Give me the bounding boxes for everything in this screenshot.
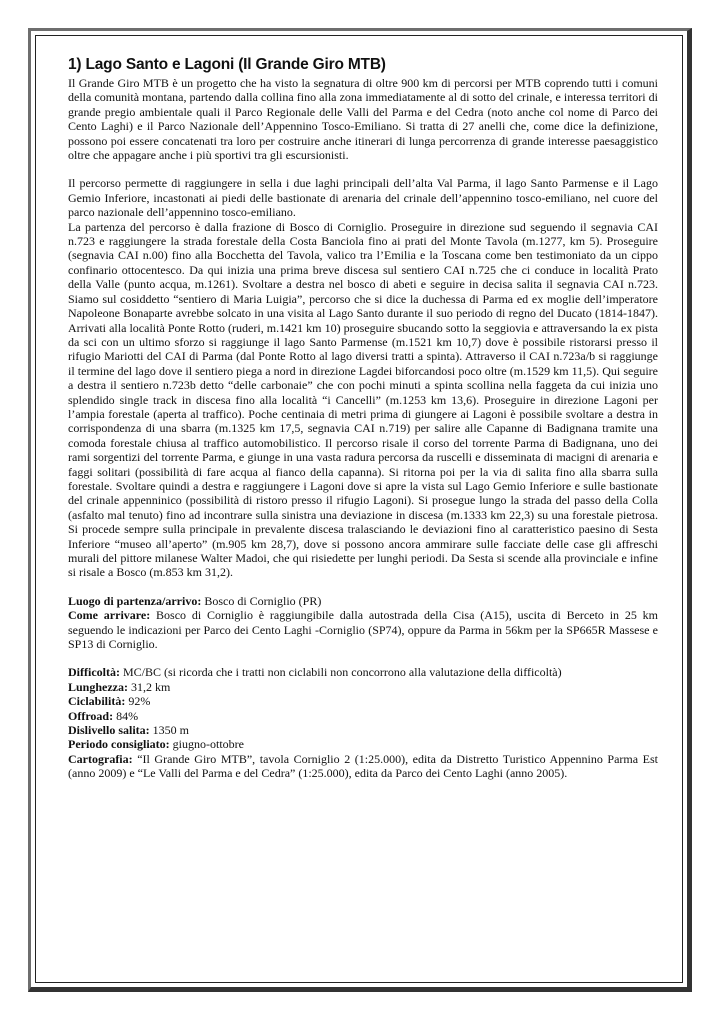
season-line — [68, 737, 658, 751]
difficulty-value: MC/BC (si ricorda che i tratti non ciclabili non concorrono alla valutazione della difficoltà) — [119, 665, 562, 680]
rideability-value: 92% — [125, 694, 151, 709]
offroad-value: 84% — [113, 708, 139, 723]
difficulty-label: Difficoltà: — [68, 665, 120, 680]
maps-line — [68, 752, 658, 781]
rideability-label: Ciclabilità: — [68, 694, 126, 709]
length-line — [68, 680, 658, 694]
intro-paragraph: Il Grande Giro MTB è un progetto che ha visto la segnatura di oltre 900 km di percorsi per MTB coprendo tutti i comuni della comunità montana, partendo dalla collina fino alla zona immediatamente al di sotto del crinale, e interessa territori di grande pregio ambientale quali il Parco Regionale delle Valli del Parma e del Cedra (noto anche col nome di Parco dei Cento Laghi) e il Parco Nazionale dell’Appennino Tosco-Emiliano. Si tratta di 27 anelli che, come dice la definizione, possono poi essere concatenati tra loro per costruire anche itinerari di lunga percorrenza di grande interesse paesaggistico oltre che appagare anche i più sportivi tra gli escursionisti. — [68, 76, 658, 163]
start-point-label: Luogo di partenza/arrivo: — [68, 593, 202, 608]
directions-value: Bosco di Corniglio è raggiungibile dalla autostrada della Cisa (A15), uscita di Berceto in 25 km seguendo le indicazioni per Parco dei Cento Laghi -Corniglio (SP74), oppure da Parma in 56km per la SP665R Massese e SP13 di Corniglio. — [68, 608, 658, 652]
offroad-line — [68, 709, 658, 723]
route-summary-paragraph: Il percorso permette di raggiungere in sella i due laghi principali dell’alta Val Parma, il lago Santo Parmense e il Lago Gemio Inferiore, incastonati ai piedi delle bastionate di arenaria del crinale dell’appennino tosco-emiliano, nel cuore del parco nazionale dell’appennino tosco-emiliano. — [68, 176, 658, 220]
page-title: 1) Lago Santo e Lagoni (Il Grande Giro MTB) — [68, 56, 386, 73]
route-description-paragraph: La partenza del percorso è dalla frazione di Bosco di Corniglio. Proseguire in direzione sud seguendo il segnavia CAI n.723 e raggiungere la strada forestale della Costa Banciola fino ai prati del Monte Tavola (m.1277, km 5). Proseguire (segnavia CAI n.00) fino alla Bocchetta del Tavola, valico tra l’Emilia e la Toscana come ben testimoniato da un cippo confinario ottocentesco. Da qui inizia una prima breve discesa sul sentiero CAI n.725 che ci conduce in località Prato della Valle (punto acqua, m.1261). Svoltare a destra nel bosco di abeti e seguire in decisa salita il segnavia CAI n.723. Siamo sul cosiddetto “sentiero di Maria Luigia”, percorso che si dice la duchessa di Parma ed ex moglie dell’imperatore Napoleone Bonaparte avrebbe solcato in una visita al Lago Santo durante il suo periodo di regno del Ducato (1814-1847). Arrivati alla località Ponte Rotto (ruderi, m.1421 km 10) proseguire sbucando sotto la seggiovia e attraversando la ex pista da sci con un ultimo sforzo si raggiunge il lago Santo Parmense (m.1521 km 10,7) dove è possibile ristorarsi presso il rifugio Mariotti del CAI di Parma (dal Ponte Rotto al lago diversi tratti a spinta). Attraverso il CAI n.723a/b si raggiunge il termine del lago dove il sentiero piega a nord in direzione Lagdei biforcandosi poco oltre (m.1529 km 11,5). Qui seguire a destra il sentiero n.723b detto “delle carbonaie” che con pochi minuti a spinta scollina nella faggeta da cui inizia uno splendido single track in discesa fino alla località “i Cancelli” (m.1253 km 13,6). Proseguire in direzione Lagoni per l’ampia forestale (aperta al traffico). Poche centinaia di metri prima di giungere ai Lagoni è possibile svoltare a destra in corrispondenza di una sbarra (m.1325 km 17,5, segnavia CAI n.719) per salire alle Capanne di Badignana tramite una comoda forestale chiusa al traffico automobilistico. Il percorso risale il corso del torrente Parma di Badignana, uno dei rami sorgentizi del torrente Parma, e giunge in una vasta radura percorsa da ruscelli e disseminata di macigni di arenaria e faggi solitari (possibilità di fare acqua al fianco della capanna). Si ritorna poi per la via di salita fino alla sbarra sulla forestale. Svoltare quindi a destra e raggiungere i Lagoni dove si apre la vista sul Lago Gemio Inferiore e sulle bastionate del crinale appenninico (possibilità di ristoro presso il rifugio Lagoni). Si prosegue lungo la strada del passo della Colla (asfalto mal tenuto) fino ad incontrare sulla sinistra una deviazione in discesa (m.1333 km 22,3) su una forestale pietrosa. Si procede sempre sulla principale in prevalente discesa tralasciando le deviazioni fino al caratteristico paesino di Sesta Inferiore “museo all’aperto” (m.905 km 28,7), dove si possono ancora ammirare sulle facciate delle case gli affreschi murali del pittore milanese Walter Madoi, che qui risiedette per lunghi periodi. Da Sesta si scende alla provinciale e infine si risale a Bosco (m.853 km 31,2). — [68, 219, 658, 580]
length-label: Lunghezza: — [68, 679, 128, 694]
elevation-gain-line — [68, 723, 658, 737]
start-point-line — [68, 594, 658, 608]
directions-line — [68, 608, 658, 651]
paragraph-gap — [68, 162, 658, 176]
directions-label: Come arrivare: — [68, 608, 151, 623]
paragraph-gap — [68, 651, 658, 665]
length-value: 31,2 km — [128, 679, 171, 694]
difficulty-line — [68, 665, 658, 679]
maps-value: “Il Grande Giro MTB”, tavola Corniglio 2 (1:25.000), edita da Distretto Turistico Appennino Parma Est (anno 2009) e “Le Valli del Parma e del Cedra” (1:25.000), edita da Parco dei Cento Laghi (anno 2005). — [68, 751, 658, 781]
paragraph-gap — [68, 580, 658, 594]
offroad-label: Offroad: — [68, 708, 114, 723]
season-label: Periodo consigliato: — [68, 737, 170, 752]
elevation-gain-value: 1350 m — [149, 723, 190, 738]
route-specs — [68, 665, 658, 780]
rideability-line — [68, 694, 658, 708]
maps-label: Cartografia: — [68, 751, 133, 766]
start-point-value: Bosco di Corniglio (PR) — [201, 593, 322, 608]
document-body — [68, 56, 658, 781]
elevation-gain-label: Dislivello salita: — [68, 723, 150, 738]
season-value: giugno-ottobre — [169, 737, 244, 752]
access-info — [68, 594, 658, 652]
